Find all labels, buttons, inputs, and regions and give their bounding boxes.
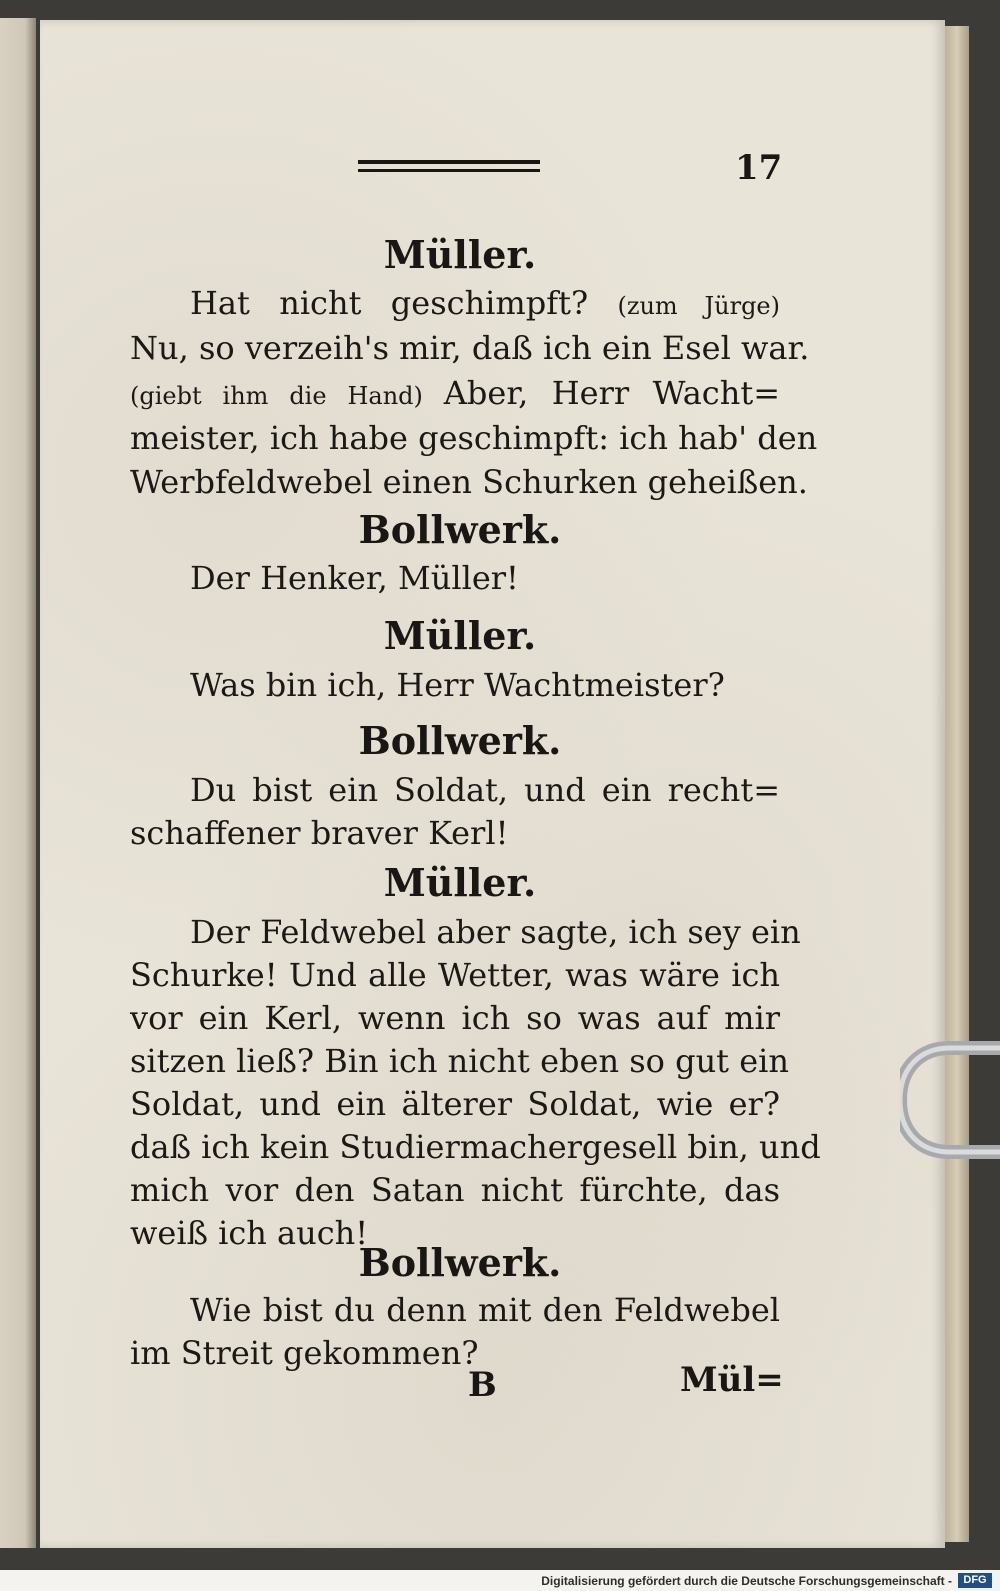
catchword: Mül= <box>680 1360 784 1400</box>
line-text: Aber, Herr Wacht= <box>443 374 781 412</box>
stage-direction: (giebt ihm die Hand) <box>130 382 444 410</box>
text-line: Nu, so verzeih's mir, daß ich ein Esel war. <box>130 329 810 367</box>
text-line: Wie bist du denn mit den Feldwebel <box>190 1291 780 1329</box>
dfg-logo[interactable]: DFG <box>958 1573 992 1588</box>
text-line: sitzen ließ? Bin ich nicht eben so gut ein <box>130 1042 789 1080</box>
text-line: weiß ich auch! <box>130 1214 369 1252</box>
speaker-heading: Müller. <box>383 232 537 277</box>
text-line: Der Feldwebel aber sagte, ich sey ein <box>190 913 801 951</box>
stage-direction: (zum Jürge) <box>617 292 780 320</box>
text-line: mich vor den Satan nicht fürchte, das <box>130 1171 780 1209</box>
text-line: meister, ich habe geschimpft: ich hab' den <box>130 419 818 457</box>
text-line: Soldat, und ein älterer Soldat, wie er? <box>130 1085 780 1123</box>
text-line: Schurke! Und alle Wetter, was wäre ich <box>130 956 780 994</box>
text-line <box>130 373 780 416</box>
text-line: Der Henker, Müller! <box>190 559 519 597</box>
speaker-heading: Müller. <box>383 860 537 905</box>
speaker-heading: Bollwerk. <box>358 718 562 763</box>
paper-clip-icon <box>900 1040 1000 1160</box>
text-line <box>190 283 780 326</box>
header-rule <box>358 160 540 172</box>
line-text: Hat nicht geschimpft? <box>190 284 618 322</box>
page-number: 17 <box>735 148 783 188</box>
text-line: im Streit gekommen? <box>130 1334 479 1372</box>
signature-mark: B <box>468 1365 497 1405</box>
page-edge-right <box>945 26 969 1542</box>
text-line: daß ich kein Studiermachergesell bin, und <box>130 1128 821 1166</box>
speaker-heading: Bollwerk. <box>358 507 562 552</box>
speaker-heading: Müller. <box>383 613 537 658</box>
text-line: Du bist ein Soldat, und ein recht= <box>190 771 780 809</box>
text-line: schaffener braver Kerl! <box>130 814 509 852</box>
digitization-credit: Digitalisierung gefördert durch die Deutsche Forschungsgemeinschaft - <box>541 1574 952 1588</box>
speaker-heading: Bollwerk. <box>358 1240 562 1285</box>
text-line: Werbfeldwebel einen Schurken geheißen. <box>130 463 808 501</box>
left-page-edge <box>0 18 36 1548</box>
text-line: vor ein Kerl, wenn ich so was auf mir <box>130 999 780 1037</box>
text-line: Was bin ich, Herr Wachtmeister? <box>190 666 725 704</box>
